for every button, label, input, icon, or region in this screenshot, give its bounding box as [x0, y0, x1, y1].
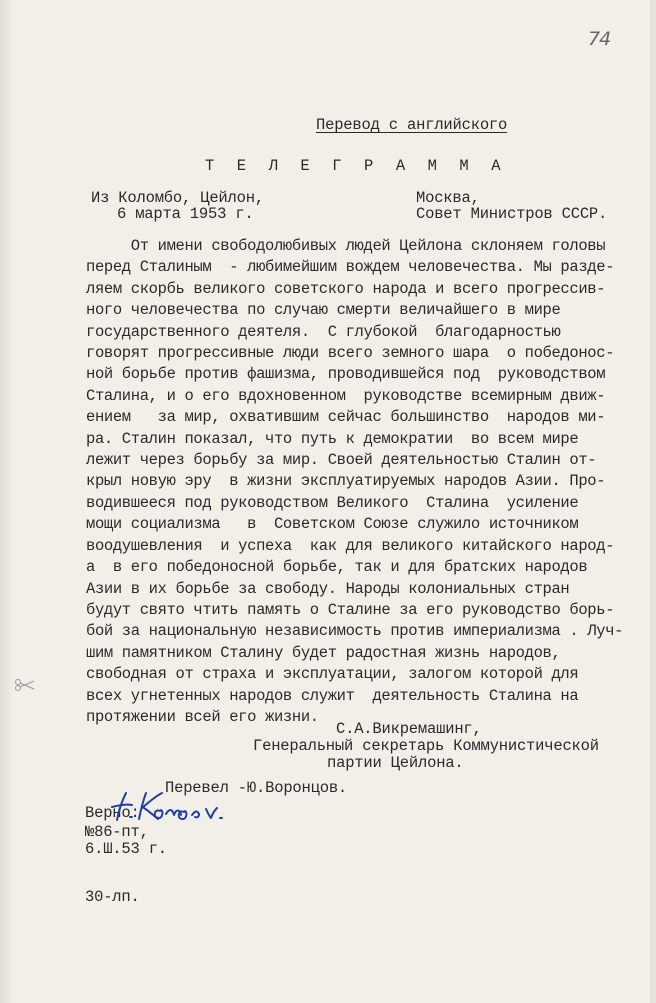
body-line: ного человечества по случаю смерти величайшего в мире	[86, 301, 561, 320]
body-line: От имени свободолюбивых людей Цейлона склоняем головы	[86, 237, 606, 255]
document-number: №86-пт,	[85, 823, 149, 841]
scissors-mark-icon	[14, 678, 36, 692]
body-line: Азии в их борьбе за свободу. Народы колониальных стран	[86, 579, 570, 598]
body-line: будут свято чтить память о Сталине за его руководство борь-	[86, 600, 615, 619]
page-number: 74	[588, 28, 611, 50]
body-line: Сталина, и о его вдохновенном руководстве всемирным движ-	[86, 386, 606, 405]
document-title: Т Е Л Е Г Р А М М А	[205, 157, 508, 175]
destination-addressee: Совет Министров СССР.	[416, 205, 608, 223]
body-line: бой за национальную независимость против империализма . Луч-	[86, 622, 624, 641]
body-line: воодушевления и успеха как для великого китайского народ-	[86, 536, 615, 555]
origin-date: 6 марта 1953 г.	[117, 205, 254, 223]
body-line: государственного деятеля. С глубокой благодарностью	[86, 322, 561, 341]
body-line: свободная от страха и эксплуатации, залогом которой для	[86, 665, 579, 684]
body-line: крыл новую эру в жизни эксплуатируемых народов Азии. Про-	[86, 472, 606, 491]
translator-line: Перевел -Ю.Воронцов.	[165, 779, 348, 797]
body-line: мощи социализма в Советском Союзе служило источником	[86, 515, 579, 534]
body-line: всех угнетенных народов служит деятельность Сталина на	[86, 686, 579, 705]
body-line: лежит через борьбу за мир. Своей деятельностью Сталин от-	[86, 451, 597, 470]
body-line: шим памятником Сталину будет радостная жизнь народов,	[86, 643, 561, 662]
translation-note: Перевод с английского	[316, 116, 508, 134]
body-line: ной борьбе против фашизма, проводившейся под руководством	[86, 365, 606, 384]
verified-label: Верно:	[85, 804, 140, 822]
signatory-title-line2: партии Цейлона.	[327, 754, 464, 772]
body-line: говорят прогрессивные люди всего земного шара о победонос-	[86, 344, 615, 363]
telegram-body	[86, 236, 623, 728]
body-line: протяжении всей его жизни.	[86, 707, 319, 726]
copies-note: 30-лп.	[85, 888, 140, 906]
body-line: перед Сталиным - любимейшим вождем человечества. Мы разде-	[86, 258, 615, 277]
body-line: ра. Сталин показал, что путь к демократии во всем мире	[86, 429, 579, 448]
body-line: ением за мир, охватившим сейчас большинство народов ми-	[86, 408, 606, 427]
origin-place: Из Коломбо, Цейлон,	[91, 189, 264, 207]
body-line: ляем скорбь великого советского народа и всего прогрессив-	[86, 279, 606, 298]
document-date: 6.Ш.53 г.	[85, 840, 167, 858]
signatory-title-line1: Генеральный секретарь Коммунистической	[253, 737, 599, 755]
body-line: а в его победоносной борьбе, так и для братских народов	[86, 558, 588, 577]
destination-city: Москва,	[416, 189, 480, 207]
body-line: водившееся под руководством Великого Сталина усиление	[86, 493, 579, 512]
handwritten-signature	[108, 787, 258, 827]
signatory-name: С.А.Викремашинг,	[336, 720, 482, 738]
